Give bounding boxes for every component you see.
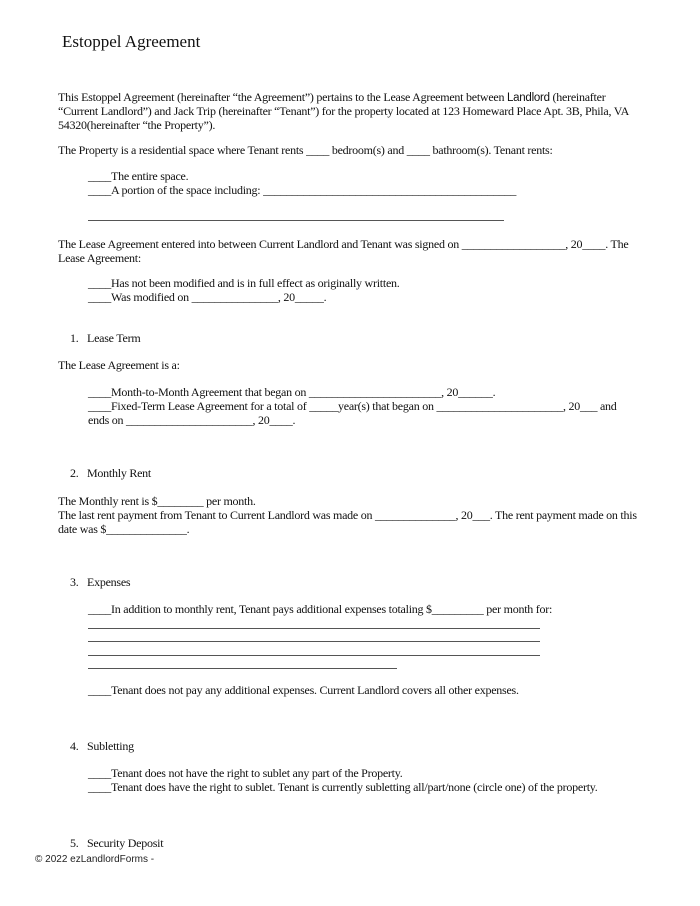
- section-2-heading: [70, 466, 151, 481]
- intro-line-3: 54320(hereinafter “the Property”).: [58, 118, 216, 132]
- expenses-blank-line[interactable]: [88, 628, 540, 629]
- intro-text: (hereinafter: [549, 90, 606, 104]
- property-sentence: The Property is a residential space where Tenant rents ____ bedroom(s) and ____ bathroom(s). Tenant rents:: [58, 143, 553, 157]
- option-fixed-term-end[interactable]: ends on ______________________, 20____.: [88, 413, 296, 427]
- expenses-blank-line[interactable]: [88, 668, 397, 669]
- option-additional-expenses[interactable]: ____In addition to monthly rent, Tenant pays additional expenses totaling $_________ per month for:: [88, 602, 553, 616]
- section-number: 3.: [70, 575, 79, 589]
- portion-blank-line[interactable]: [88, 220, 504, 221]
- document-title: Estoppel Agreement: [62, 32, 201, 51]
- lease-term-intro: The Lease Agreement is a:: [58, 358, 180, 372]
- last-payment-line[interactable]: The last rent payment from Tenant to Current Landlord was made on ______________, 20___. The rent payment made on this: [58, 508, 637, 522]
- option-not-modified[interactable]: ____Has not been modified and is in full effect as originally written.: [88, 276, 400, 290]
- section-4-heading: [70, 739, 134, 754]
- section-title: Monthly Rent: [87, 466, 152, 480]
- section-title: Security Deposit: [87, 836, 164, 850]
- monthly-rent-line[interactable]: The Monthly rent is $________ per month.: [58, 494, 256, 508]
- intro-text: This Estoppel Agreement (hereinafter “the Agreement”) pertains to the Lease Agreement between: [58, 90, 507, 104]
- option-was-modified[interactable]: ____Was modified on _______________, 20_____.: [88, 290, 327, 304]
- section-3-heading: [70, 575, 130, 590]
- section-number: 1.: [70, 331, 79, 345]
- copyright-footer: © 2022 ezLandlordForms -: [35, 854, 155, 865]
- section-1-heading: [70, 331, 140, 346]
- section-number: 2.: [70, 466, 79, 480]
- option-no-sublet[interactable]: ____Tenant does not have the right to sublet any part of the Property.: [88, 766, 403, 780]
- option-portion-space[interactable]: ____A portion of the space including: ____________________________________________: [88, 183, 517, 197]
- section-number: 4.: [70, 739, 79, 753]
- section-5-heading: [70, 836, 163, 851]
- section-number: 5.: [70, 836, 79, 850]
- section-title: Expenses: [87, 575, 131, 589]
- payment-amount-line[interactable]: date was $______________.: [58, 522, 190, 536]
- expenses-blank-line[interactable]: [88, 655, 540, 656]
- option-entire-space[interactable]: ____The entire space.: [88, 169, 189, 183]
- option-can-sublet[interactable]: ____Tenant does have the right to sublet. Tenant is currently subletting all/part/none (circle one) of the property.: [88, 780, 598, 794]
- expenses-blank-line[interactable]: [88, 641, 540, 642]
- option-fixed-term[interactable]: ____Fixed-Term Lease Agreement for a total of _____year(s) that began on ______________________, 20___ and: [88, 399, 617, 413]
- lease-signed-line-2: Lease Agreement:: [58, 251, 141, 265]
- section-title: Lease Term: [87, 331, 141, 345]
- landlord-name-field[interactable]: Landlord: [506, 92, 550, 104]
- option-month-to-month[interactable]: ____Month-to-Month Agreement that began on _______________________, 20______.: [88, 385, 496, 399]
- intro-line-2: “Current Landlord”) and Jack Trip (hereinafter “Tenant”) for the property located at 123 Homeward Place Apt. 3B, Phila, VA: [58, 104, 630, 118]
- option-no-additional-expenses[interactable]: ____Tenant does not pay any additional expenses. Current Landlord covers all other expenses.: [88, 683, 519, 697]
- lease-signed-line-1: The Lease Agreement entered into between Current Landlord and Tenant was signed on __________________, 20____. The: [58, 237, 629, 251]
- section-title: Subletting: [87, 739, 134, 753]
